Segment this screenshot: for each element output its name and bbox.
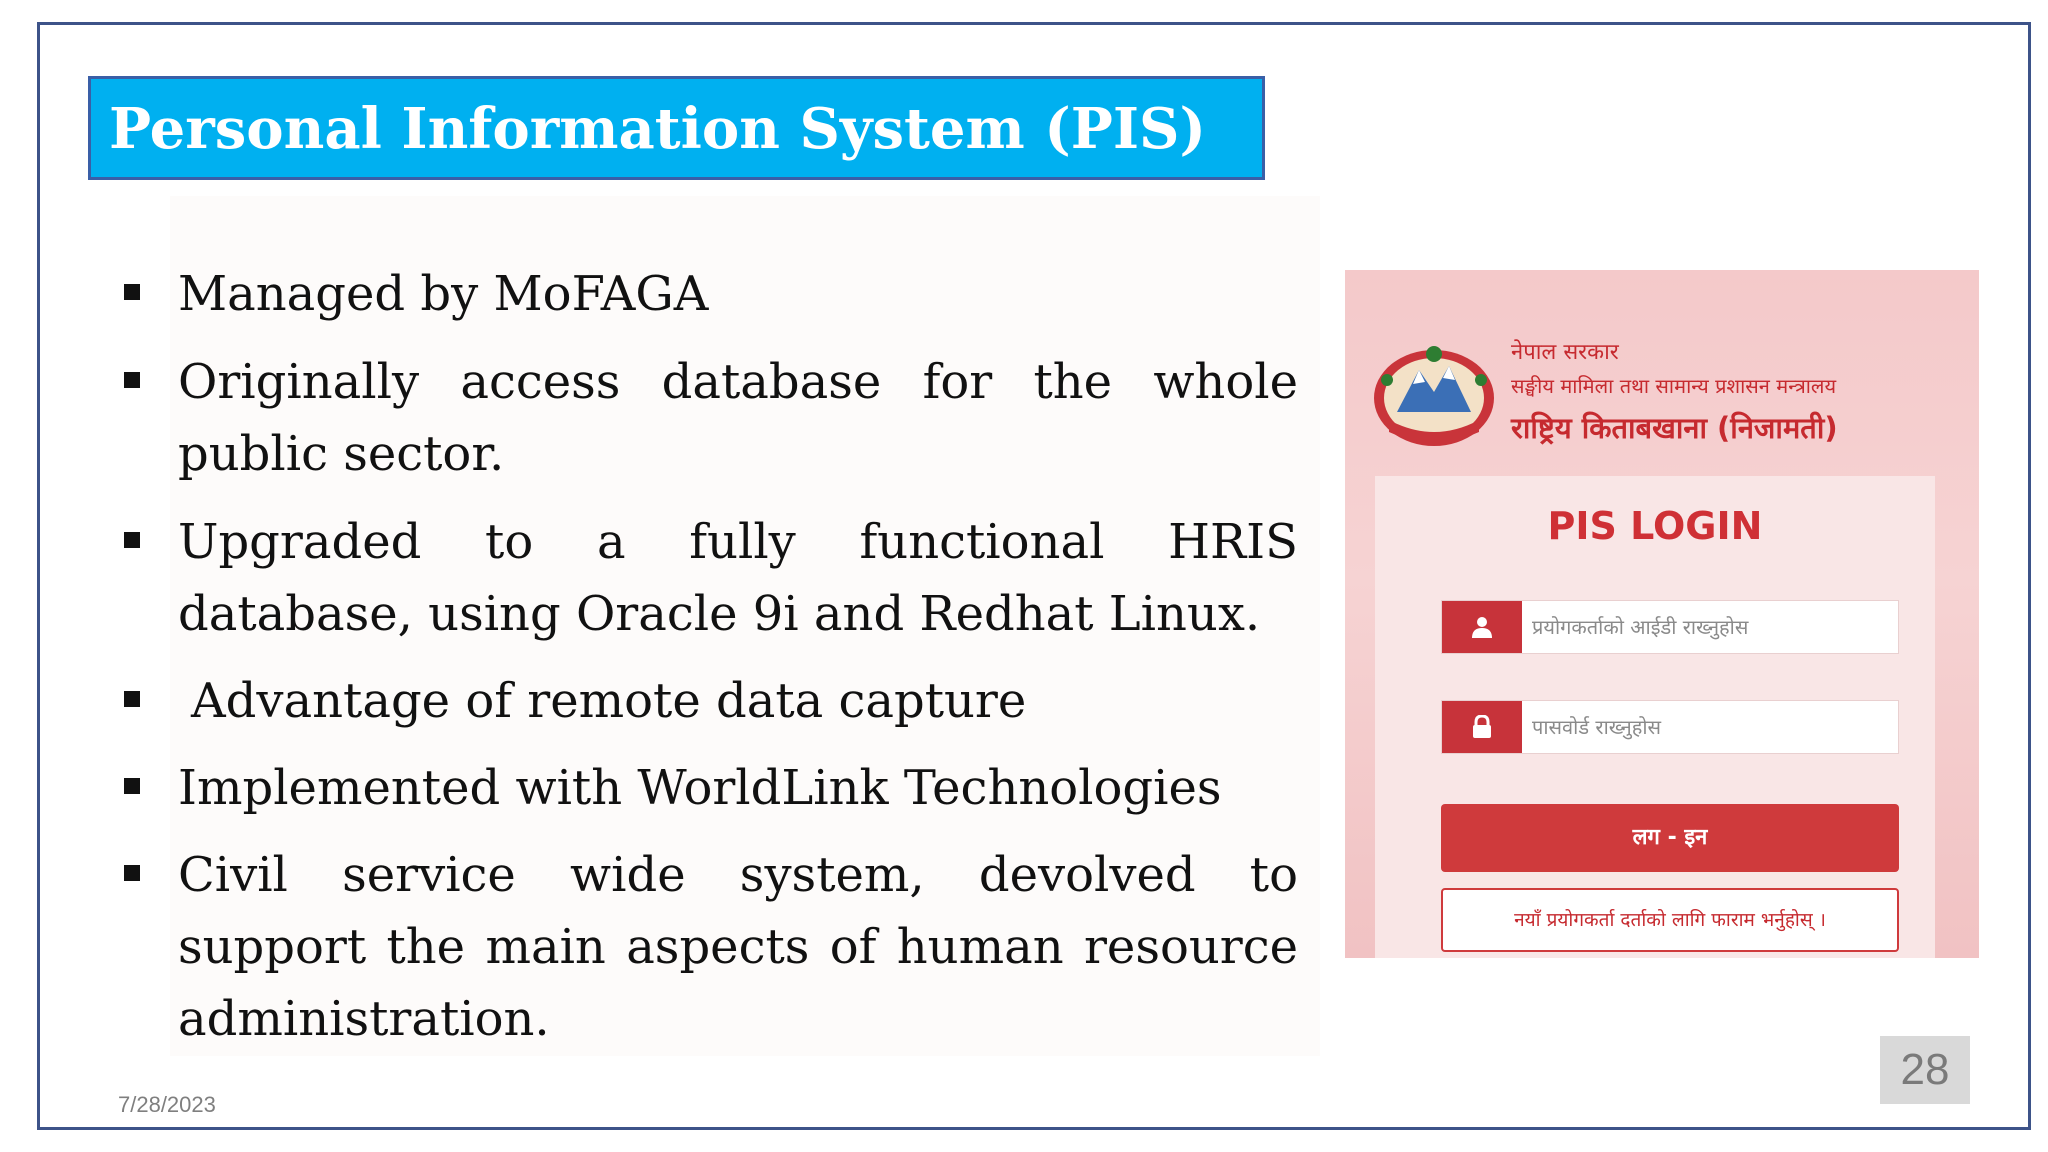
nepal-emblem-icon (1367, 340, 1501, 450)
pis-login-screenshot (1345, 270, 1979, 958)
register-link[interactable]: नयाँ प्रयोगकर्ता दर्ताको लागि फाराम भर्नुहोस् । (1441, 888, 1899, 952)
square-bullet-icon (124, 778, 140, 794)
user-id-placeholder: प्रयोगकर्ताको आईडी राख्नुहोस (1532, 615, 1749, 639)
bullet-text: Upgraded to a fully functional HRIS database, using Oracle 9i and Redhat Linux. (178, 514, 1298, 642)
bullet-text: Implemented with WorldLink Technologies (178, 760, 1222, 816)
page-number: 28 (1880, 1036, 1970, 1104)
government-name: नेपाल सरकार (1511, 340, 1619, 365)
user-icon (1442, 601, 1522, 653)
bullet-text: Civil service wide system, devolved to support the main aspects of human resource administration. (178, 847, 1298, 1047)
password-placeholder: पासवोर्ड राख्नुहोस (1532, 715, 1662, 739)
bullet-item (120, 346, 1300, 490)
bullet-item (120, 258, 1300, 330)
login-title: PIS LOGIN (1547, 504, 1763, 548)
password-field[interactable] (1441, 700, 1899, 754)
bullet-item (120, 506, 1300, 650)
slide-date: 7/28/2023 (118, 1092, 216, 1117)
square-bullet-icon (124, 284, 140, 300)
department-name: राष्ट्रिय किताबखाना (निजामती) (1511, 411, 1838, 445)
square-bullet-icon (124, 865, 140, 881)
bullet-item (120, 665, 1300, 737)
bullet-text: Originally access database for the whole public sector. (178, 354, 1298, 482)
user-id-field[interactable] (1441, 600, 1899, 654)
ministry-name: सङ्घीय मामिला तथा सामान्य प्रशासन मन्त्रालय (1511, 374, 1837, 398)
bullet-item (120, 839, 1300, 1055)
bullet-item (120, 752, 1300, 824)
square-bullet-icon (124, 691, 140, 707)
square-bullet-icon (124, 532, 140, 548)
slide-title: Personal Information System (PIS) (109, 96, 1206, 162)
title-banner (88, 76, 1265, 180)
bullet-text: Managed by MoFAGA (178, 266, 709, 322)
login-card (1375, 476, 1935, 958)
bullet-text: Advantage of remote data capture (191, 673, 1027, 729)
lock-icon (1442, 701, 1522, 753)
square-bullet-icon (124, 372, 140, 388)
login-button[interactable]: लग - इन (1441, 804, 1899, 872)
